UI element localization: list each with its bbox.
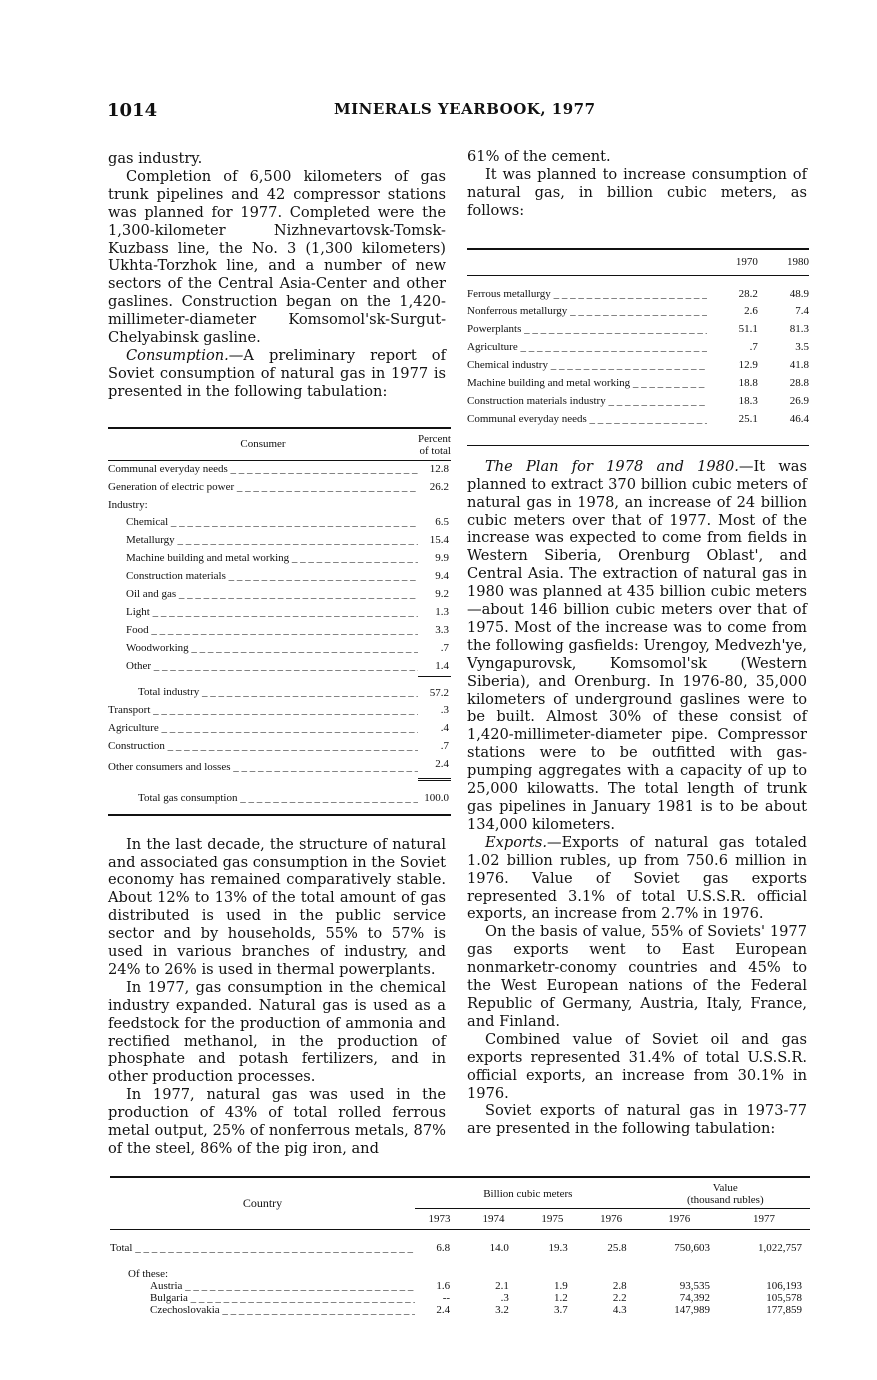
row-cell: 1.2 <box>554 1292 568 1304</box>
paragraph: Soviet exports of natural gas in 1973-77 are presented in the following tabulation: <box>467 1102 807 1138</box>
row-value: 1.4 <box>418 658 451 676</box>
row-label: Construction materials industry _ _ _ <box>467 393 707 411</box>
table-row-subheading <box>110 1254 810 1280</box>
row-value-1980: 46.4 <box>789 412 809 425</box>
table-row <box>108 604 451 622</box>
page-number: 1014 <box>107 100 158 121</box>
paragraph: It was planned to increase consumption of natural gas, in billion cubic meters, as follows: <box>467 165 807 219</box>
table-row <box>108 658 451 676</box>
paragraph: In 1977, gas consumption in the chemical industry expanded. Natural gas is used as a feedstock for the production of ammonia and rectified methanol, in the production of phosphate and potash fertilizers, and in other production processes. <box>108 978 446 1086</box>
row-label: Communal everyday needs _ _ _ <box>467 411 707 429</box>
col-header-year: 1975 <box>523 1209 582 1230</box>
table-row <box>108 756 451 779</box>
section-heading: Consumption. <box>126 346 229 364</box>
row-value-1970: 25.1 <box>738 412 758 425</box>
paragraph-text: —It was planned to extract 370 billion cubic meters of natural gas in 1978, an increase of 24 billion cubic meters over that of 1977. Most of the increase was expected to come from fields in Western Siberia, Orenburg Oblast', and Central Asia. The extraction of natural gas in 1980 was planned at 435 billion cubic meters—about 146 billion cubic meters over that of 1975. Most of the increase was to come from the following gasfields: Urengoy, Medvezh'ye, Vyngapurovsk, Komsomol'sk (Western Siberia), and Orenburg. In 1976-80, 35,000 kilometers of underground gaslines were to be built. Almost 30% of these consist of 1,420-millimeter-diameter pipe. Compressor stations were to be outfitted with gas-pumping aggregates with a capacity of up to 25,000 kilowatts. The total length of trunk gas pipelines in January 1981 is to be about 134,000 kilometers. <box>467 457 807 833</box>
row-label: Industry: <box>108 498 148 511</box>
row-value: 57.2 <box>429 686 449 699</box>
row-value: 1.3 <box>435 605 449 618</box>
row-label: Agriculture _ _ _ <box>467 339 707 357</box>
row-value: 9.2 <box>435 588 449 601</box>
row-cell: 105,578 <box>766 1292 802 1304</box>
row-cell: 177,859 <box>766 1304 802 1316</box>
table-row <box>467 321 809 339</box>
row-label: Transport _ _ _ <box>108 702 418 720</box>
row-value: .7 <box>440 641 449 654</box>
right-column <box>467 148 807 1138</box>
row-cell: 106,193 <box>766 1280 802 1292</box>
row-cell: 3.2 <box>495 1304 509 1316</box>
row-value-1980: 48.9 <box>789 287 809 300</box>
paragraph-exports <box>467 834 807 924</box>
row-value-1980: 28.8 <box>789 377 809 390</box>
left-column <box>108 150 451 1158</box>
paragraph-text: —A preliminary report of Soviet consumption of natural gas in 1977 is presented in the following tabulation: <box>108 346 446 400</box>
table-row <box>108 550 451 568</box>
table-row <box>108 780 451 810</box>
row-label: Chemical industry _ _ _ <box>467 357 707 375</box>
paragraph: Combined value of Soviet oil and gas exports represented 31.4% of total U.S.S.R. official exports, an increase from 30.1% in 1976. <box>467 1030 807 1102</box>
row-cell <box>582 1254 641 1280</box>
row-label: Construction materials _ _ _ <box>108 568 418 586</box>
row-value: 26.2 <box>429 480 449 493</box>
row-cell: .3 <box>500 1292 509 1304</box>
table-row-total <box>110 1230 810 1255</box>
row-cell: 14.0 <box>489 1242 509 1254</box>
paragraph: On the basis of value, 55% of Soviets' 1977 gas exports went to East European nonmarketr-conomy countries and 45% to the West European nations of the Federal Republic of Germany, Austria, Italy, France, and Finland. <box>467 923 807 1030</box>
row-label: Chemical _ _ _ <box>108 514 418 532</box>
row-label: Czechoslovakia _ _ _ <box>110 1304 415 1316</box>
row-value-1980: 7.4 <box>795 305 809 318</box>
paragraph: Completion of 6,500 kilometers of gas trunk pipelines and 42 compressor stations was planned for 1977. Completed were the 1,300-kilometer Nizhnevartovsk-Tomsk-Kuzbass line, the No. 3 (1,300 kilometers) Ukhta-Torzhok line, and a number of new sectors of the Central Asia-Center and other gaslines. Construction began on the 1,420-millimeter-diameter Komsomol'sk-Surgut-Chelyabinsk gasline. <box>108 167 446 347</box>
row-label: Total gas consumption _ _ _ <box>108 780 418 810</box>
col-header-percent-line1: Percent <box>418 432 451 445</box>
row-value: 9.4 <box>435 570 449 583</box>
row-value: .7 <box>440 740 449 753</box>
paragraph: gas industry. <box>108 150 203 167</box>
table-row <box>108 622 451 640</box>
table-row <box>110 1304 810 1316</box>
row-cell: 2.1 <box>495 1280 509 1292</box>
row-label: Of these: <box>128 1268 169 1280</box>
table-row <box>467 357 809 375</box>
row-label: Other _ _ _ <box>108 658 418 676</box>
row-cell: 147,989 <box>674 1304 710 1316</box>
row-label: Ferrous metallurgy _ _ _ <box>467 275 707 303</box>
table-row <box>467 275 809 303</box>
col-group-value <box>641 1177 810 1209</box>
row-cell: 2.4 <box>436 1304 451 1316</box>
row-cell <box>641 1254 718 1280</box>
row-value-1980: 26.9 <box>789 394 809 407</box>
table-row <box>467 339 809 357</box>
row-cell: 4.3 <box>612 1304 627 1316</box>
table-row <box>467 375 809 393</box>
row-value-1970: .7 <box>749 341 758 354</box>
col-header-consumer: Consumer <box>108 428 418 461</box>
row-label: Metallurgy _ _ _ <box>108 532 418 550</box>
row-cell: 93,535 <box>679 1280 710 1292</box>
row-label: Austria _ _ _ <box>110 1280 415 1292</box>
table-row <box>108 640 451 658</box>
col-header-percent <box>418 428 451 461</box>
row-value-1970: 51.1 <box>738 323 758 336</box>
section-heading: Exports. <box>485 833 547 851</box>
row-cell <box>523 1254 582 1280</box>
table-row <box>108 460 451 478</box>
row-cell: 1.6 <box>436 1280 451 1292</box>
row-value: 9.9 <box>435 552 449 565</box>
row-cell: 750,603 <box>674 1242 710 1254</box>
table-row <box>467 303 809 321</box>
row-value: 3.3 <box>435 623 449 636</box>
row-label: Light _ _ _ <box>108 604 418 622</box>
row-value-1980: 3.5 <box>795 341 809 354</box>
row-value-1970: 12.9 <box>738 359 758 372</box>
row-value: .3 <box>440 704 449 717</box>
col-header-percent-line2: of total <box>419 444 451 457</box>
row-label: Generation of electric power _ _ _ <box>108 479 418 497</box>
col-group-value-line2: (thousand rubles) <box>686 1194 764 1206</box>
plan-table <box>467 248 809 429</box>
row-label: Machine building and metal working _ _ _ <box>108 550 418 568</box>
table-row <box>108 514 451 532</box>
row-cell: 74,392 <box>679 1292 710 1304</box>
table-row <box>110 1292 810 1304</box>
table-row <box>108 568 451 586</box>
row-label: Nonferrous metallurgy _ _ _ <box>467 303 707 321</box>
row-label: Construction _ _ _ <box>108 738 418 756</box>
paragraph: In 1977, natural gas was used in the production of 43% of total rolled ferrous metal output, 25% of nonferrous metals, 87% of the steel, 86% of the pig iron, and <box>108 1086 446 1157</box>
col-header-1970: 1970 <box>707 249 766 275</box>
row-label: Oil and gas _ _ _ <box>108 586 418 604</box>
row-cell: 25.8 <box>607 1242 627 1254</box>
consumer-table <box>108 427 451 816</box>
col-header-country: Country <box>110 1177 415 1230</box>
table-row <box>467 411 809 429</box>
row-value-1970: 28.2 <box>738 287 758 300</box>
row-value <box>418 497 451 515</box>
paragraph: In the last decade, the structure of natural and associated gas consumption in the Soviet economy has remained comparatively stable. About 12% to 13% of the total amount of gas distributed is used in the public service sector and by households, 55% to 57% is used in various branches of industry, and 24% to 26% is used in thermal powerplants. <box>108 835 446 978</box>
col-header-year: 1976 <box>641 1209 718 1230</box>
row-label: Total _ _ _ <box>110 1230 415 1255</box>
table-row <box>108 676 451 702</box>
row-cell: -- <box>442 1292 451 1304</box>
row-cell <box>415 1254 464 1280</box>
paragraph-plan <box>467 458 807 834</box>
table-row <box>108 738 451 756</box>
table-row <box>108 479 451 497</box>
section-heading: The Plan for 1978 and 1980. <box>485 457 739 475</box>
row-label: Woodworking _ _ _ <box>108 640 418 658</box>
col-header-year: 1974 <box>464 1209 523 1230</box>
row-cell: 1,022,757 <box>758 1242 802 1254</box>
row-value-1980: 81.3 <box>789 323 809 336</box>
row-cell: 2.8 <box>612 1280 627 1292</box>
row-label: Food _ _ _ <box>108 622 418 640</box>
row-value: 12.8 <box>429 462 449 475</box>
row-value: .4 <box>440 722 449 735</box>
row-cell: 2.2 <box>612 1292 627 1304</box>
row-value: 15.4 <box>429 534 449 547</box>
row-label: Total industry _ _ _ <box>108 676 418 702</box>
table-row <box>110 1280 810 1292</box>
row-label: Machine building and metal working _ _ _ <box>467 375 707 393</box>
row-cell: 3.7 <box>554 1304 568 1316</box>
col-header-year: 1976 <box>582 1209 641 1230</box>
col-group-value-line1: Value <box>712 1182 738 1194</box>
row-value-1980: 41.8 <box>789 359 809 372</box>
row-cell: 1.9 <box>554 1280 568 1292</box>
row-label: Other consumers and losses _ _ _ <box>108 756 418 779</box>
table-row <box>108 720 451 738</box>
export-table <box>110 1176 810 1316</box>
row-label: Communal everyday needs _ _ _ <box>108 460 418 478</box>
col-group-bcm: Billion cubic meters <box>415 1177 641 1209</box>
row-cell: 6.8 <box>436 1242 451 1254</box>
table-bottom-rule <box>108 810 451 815</box>
row-value-1970: 18.8 <box>738 377 758 390</box>
row-value-1970: 18.3 <box>738 394 758 407</box>
col-header-1980: 1980 <box>766 249 809 275</box>
row-value: 6.5 <box>435 516 449 529</box>
row-label: Powerplants _ _ _ <box>467 321 707 339</box>
row-value: 2.4 <box>435 758 449 771</box>
running-title: MINERALS YEARBOOK, 1977 <box>334 100 596 118</box>
row-cell: 19.3 <box>548 1242 568 1254</box>
table-row <box>108 532 451 550</box>
row-value: 100.0 <box>418 780 451 810</box>
table-row <box>108 702 451 720</box>
row-cell <box>718 1254 810 1280</box>
row-label: Bulgaria _ _ _ <box>110 1292 415 1304</box>
table-row <box>108 586 451 604</box>
table-row <box>467 393 809 411</box>
col-header-year: 1977 <box>718 1209 810 1230</box>
col-header-year: 1973 <box>415 1209 464 1230</box>
paragraph-consumption <box>108 347 446 401</box>
row-value-1970: 2.6 <box>744 305 758 318</box>
table-row <box>108 497 451 515</box>
paragraph: 61% of the cement. <box>467 148 611 165</box>
row-label: Agriculture _ _ _ <box>108 720 418 738</box>
paragraph-text: —Exports of natural gas totaled 1.02 billion rubles, up from 750.6 million in 1976. Value of Soviet gas exports represented 3.1% of total U.S.S.R. official exports, an increase from 2.7% in 1976. <box>467 833 807 923</box>
row-cell <box>464 1254 523 1280</box>
